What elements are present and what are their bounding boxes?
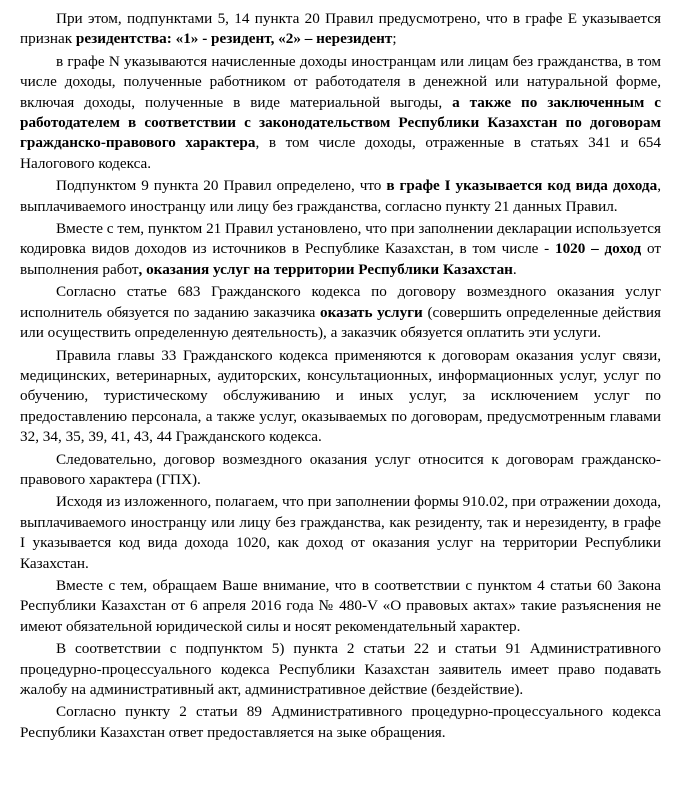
text-segment: Вместе с тем, пунктом 21 Правил установлено, что при заполнении декларации используется кодировка видов доходов из источников в Республике Казахстан, в том числе - bbox=[20, 220, 661, 258]
paragraph-4 bbox=[20, 219, 661, 280]
paragraph-11 bbox=[20, 702, 661, 743]
paragraph-6 bbox=[20, 346, 661, 448]
paragraph-10 bbox=[20, 639, 661, 700]
bold-text-segment: , оказания услуг на территории Республики Казахстан bbox=[138, 260, 513, 278]
text-segment: Следовательно, договор возмездного оказания услуг относится к договорам гражданско-правового характера (ГПХ). bbox=[20, 450, 661, 488]
bold-text-segment: 1020 – доход bbox=[554, 240, 642, 258]
text-segment: . bbox=[512, 260, 517, 278]
bold-text-segment: а также по заключенным с работодателем в соответствии с законодательством Республики Казахстан по договорам гражданско-правового характера bbox=[20, 93, 661, 152]
paragraph-9 bbox=[20, 576, 661, 637]
text-segment: , в том числе доходы, отраженные в статьях 341 и 654 Налогового кодекса. bbox=[20, 134, 661, 172]
text-segment: Вместе с тем, обращаем Ваше внимание, что в соответствии с пунктом 4 статьи 60 Закона Республики Казахстан от 6 апреля 2016 года № 480-V «О правовых актах» такие разъяснения не имеют обязательной юридической силы и носят рекомендательный характер. bbox=[20, 576, 661, 635]
text-segment: (совершить определенные действия или осуществить определенную деятельность), а заказчик обязуется оплатить эти услуги. bbox=[20, 303, 661, 342]
text-segment: Согласно пункту 2 статьи 89 Административного процедурно-процессуального кодекса Республики Казахстан ответ предоставляется на зыке обращения. bbox=[20, 703, 661, 741]
text-segment: ; bbox=[392, 30, 397, 48]
text-segment: Согласно статье 683 Гражданского кодекса по договору возмездного оказания услуг исполнитель обязуется по заданию заказчика bbox=[20, 283, 661, 321]
text-segment: в графе N указываются начисленные доходы иностранцам или лицам без гражданства, в том числе доходы, полученные работником от работодателя в денежной или натуральной форме, включая доходы, полученные в виде материальной выгоды, bbox=[20, 52, 661, 111]
paragraph-8 bbox=[20, 492, 661, 574]
text-segment: Исходя из изложенного, полагаем, что при заполнении формы 910.02, при отражении дохода, выплачиваемого иностранцу или лицу без гражданства, как резиденту, так и нерезиденту, в графе I указывается код вида дохода 1020, как доход от оказания услуг на территории Республики Казахстан. bbox=[20, 493, 661, 572]
text-segment: , выплачиваемого иностранцу или лицу без гражданства, согласно пункту 21 данных Правил. bbox=[20, 177, 661, 215]
text-segment: При этом, подпунктами 5, 14 пункта 20 Правил предусмотрено, что в графе Е указывается признак bbox=[20, 10, 661, 48]
paragraph-1 bbox=[20, 9, 661, 50]
text-segment: Подпунктом 9 пункта 20 Правил определено, что bbox=[56, 177, 387, 195]
bold-text-segment: в графе I указывается код вида дохода bbox=[386, 177, 658, 195]
paragraph-3 bbox=[20, 176, 661, 217]
bold-text-segment: оказать услуги bbox=[320, 303, 423, 321]
text-segment: В соответствии с подпунктом 5) пункта 2 статьи 22 и статьи 91 Административного процедурно-процессуального кодекса Республики Казахстан заявитель имеет право подавать жалобу на административный акт, административное действие (бездействие). bbox=[20, 640, 661, 698]
bold-text-segment: резидентства: «1» - резидент, «2» – нерезидент bbox=[75, 30, 393, 48]
paragraph-7 bbox=[20, 450, 661, 491]
text-segment: Правила главы 33 Гражданского кодекса применяются к договорам оказания услуг связи, медицинских, ветеринарных, аудиторских, консультационных, информационных услуг, услуг по обучению, туристическому обслуживанию и иных услуг, за исключением услуг по предоставлению персонала, а также услуг, оказываемых по договорам, предусмотренным главами 32, 34, 35, 39, 41, 43, 44 Гражданского кодекса. bbox=[20, 346, 661, 446]
paragraph-5 bbox=[20, 282, 661, 343]
paragraph-2 bbox=[20, 52, 661, 174]
text-segment: от выполнения работ bbox=[20, 240, 662, 278]
document-body bbox=[20, 9, 661, 743]
